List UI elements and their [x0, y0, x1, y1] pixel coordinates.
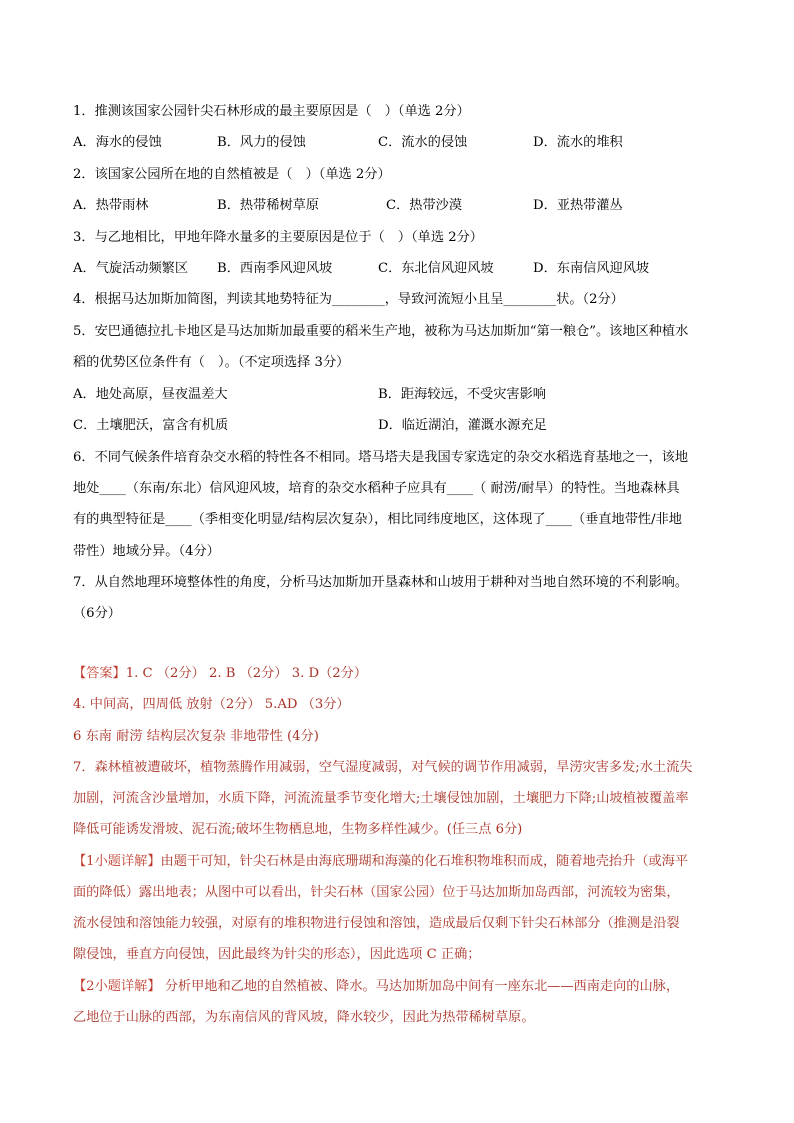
question-1-option-a: A．海水的侵蚀: [73, 135, 162, 150]
question-5-stem-line2: 稻的优势区位条件有（ ）。（不定项选择 3分）: [73, 355, 350, 370]
question-3-stem: 3．与乙地相比，甲地年降水量多的主要原因是位于（ ）（单选 2分）: [73, 230, 483, 245]
answer-line1-text: 1. C （2分） 2. B （2分） 3. D（2分）: [125, 666, 368, 681]
question-2-option-b: B．热带稀树草原: [217, 198, 320, 213]
question-5-option-b: B．距海较远，不受灾害影响: [378, 387, 546, 402]
question-7-line2: （6分）: [73, 606, 121, 621]
answer-7-line2: 加剧，河流含沙量增加，水质下降，河流流量季节变化增大;土壤侵蚀加剧，土壤肥力下降;山坡植被覆盖率: [73, 791, 689, 806]
question-3-option-b: B．西南季风迎风坡: [217, 261, 333, 276]
question-4-stem: 4．根据马达加斯加简图，判读其地势特征为________，导致河流短小且呈________状。（2分）: [73, 292, 624, 307]
answers-line1: [73, 666, 367, 682]
explanation-2-line2: 乙地位于山脉的西部，为东南信风的背风坡，降水较少，因此为热带稀树草原。: [73, 1010, 535, 1025]
question-1-option-d: D．流水的堆积: [533, 135, 623, 150]
question-3-option-d: D．东南信风迎风坡: [533, 261, 650, 276]
explanation-2-line1-text: 分析甲地和乙地的自然植被、降水。马达加斯加岛中间有一座东北——西南走向的山脉，: [160, 979, 680, 994]
question-7-line1: 7．从自然地理环境整体性的角度，分析马达加斯加开垦森林和山坡用于耕种对当地自然环境的不利影响。: [73, 575, 689, 590]
answer-7-line3: 降低可能诱发滑坡、泥石流;破坏生物栖息地，生物多样性减少。(任三点 6分): [73, 822, 523, 837]
question-2-option-d: D．亚热带灌丛: [533, 198, 623, 213]
question-1-option-b: B．风力的侵蚀: [217, 135, 306, 150]
question-5-option-a: A．地处高原，昼夜温差大: [73, 387, 228, 402]
question-2-option-c: C．热带沙漠: [386, 198, 463, 213]
explanation-1-line4: 隙侵蚀，垂直方向侵蚀，因此最终为针尖的形态），因此选项 C 正确；: [73, 947, 481, 962]
question-5-option-c: C．土壤肥沃，富含有机质: [73, 418, 229, 433]
explanation-1-label: 【1小题详解】: [73, 854, 161, 869]
explanation-1-line2: 面的降低）露出地表；从图中可以看出，针尖石林（国家公园）位于马达加斯加岛西部，河流较为密集，: [73, 885, 680, 900]
explanation-1-line3: 流水侵蚀和溶蚀能力较强，对原有的堆积物进行侵蚀和溶蚀，造成最后仅剩下针尖石林部分（推测是沿裂: [73, 916, 680, 931]
explanation-1-line1: [73, 854, 688, 870]
question-6-line1: 6．不同气候条件培育杂交水稻的特性各不相同。塔马塔夫是我国专家选定的杂交水稻选育基地之一，该地: [73, 450, 689, 465]
explanation-2-label: 【2小题详解】: [73, 979, 161, 994]
question-1-stem: 1．推测该国家公园针尖石林形成的最主要原因是（ ）（单选 2分）: [73, 104, 470, 119]
question-6-line3: 有的典型特征是____（季相变化明显/结构层次复杂），相比同纬度地区，这体现了____（垂直地带性/非地: [73, 512, 682, 527]
question-3-option-c: C．东北信风迎风坡: [378, 261, 494, 276]
answers-line3: 6 东南 耐涝 结构层次复杂 非地带性 (4分): [73, 729, 319, 744]
answers-line2: 4. 中间高，四周低 放射（2分） 5.AD （3分）: [73, 697, 350, 712]
question-1-option-c: C．流水的侵蚀: [378, 135, 468, 150]
question-6-line2: 地处____（东南/东北）信风迎风坡，培育的杂交水稻种子应具有____（ 耐涝/耐旱）的特性。当地森林具: [73, 481, 680, 496]
question-6-line4: 带性）地域分异。（4分）: [73, 544, 220, 559]
explanation-1-line1-text: 由题干可知，针尖石林是由海底珊瑚和海藻的化石堆积物堆积而成，随着地壳抬升（或海平: [160, 854, 689, 869]
answer-label: 【答案】: [73, 666, 126, 681]
question-2-option-a: A．热带雨林: [73, 198, 149, 213]
answer-7-line1: 7．森林植被遭破坏，植物蒸腾作用减弱，空气湿度减弱，对气候的调节作用减弱，旱涝灾害多发;水土流失: [73, 760, 693, 775]
question-3-option-a: A．气旋活动频繁区: [73, 261, 189, 276]
question-2-stem: 2．该国家公园所在地的自然植被是（ ）（单选 2分）: [73, 167, 391, 182]
question-5-option-d: D．临近湖泊，灌溉水源充足: [378, 418, 547, 433]
explanation-2-line1: [73, 979, 679, 995]
question-5-stem-line1: 5．安巴通德拉扎卡地区是马达加斯加最重要的稻米生产地，被称为马达加斯加“第一粮仓”。该地区种植水: [73, 324, 689, 339]
